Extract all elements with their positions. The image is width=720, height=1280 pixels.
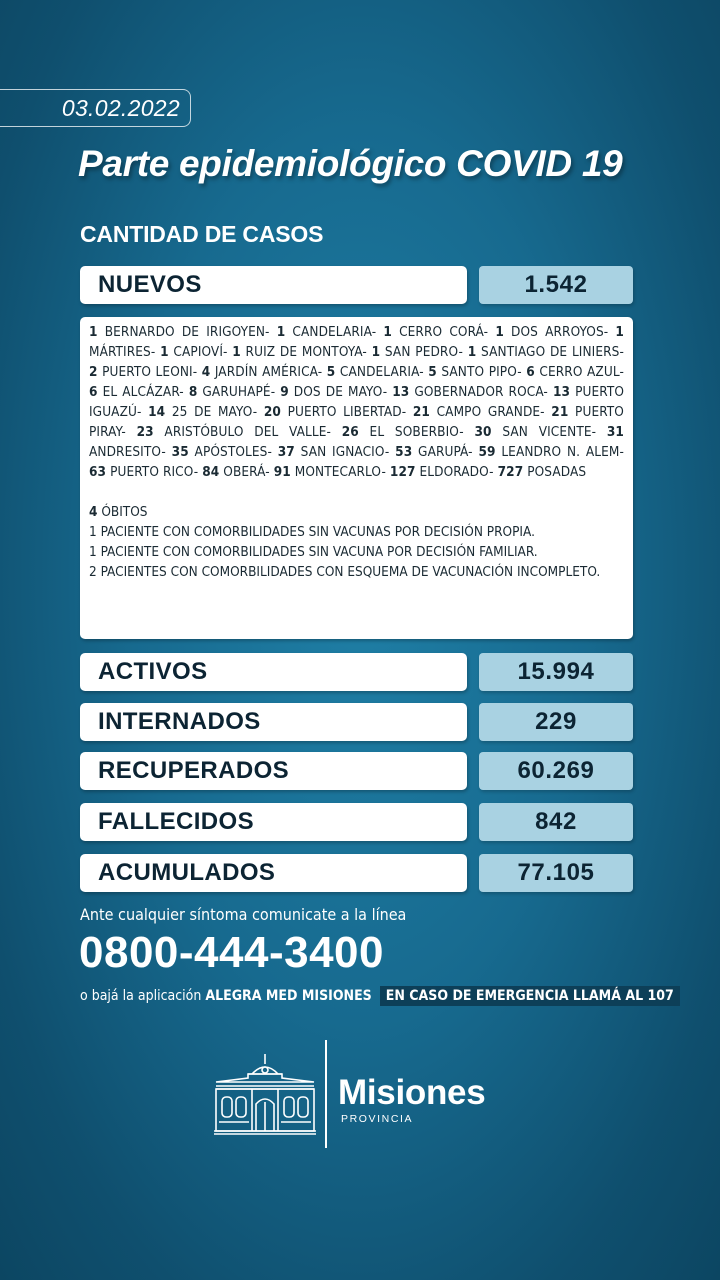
locality-case: [478, 444, 624, 460]
locality-name: GOBERNADOR ROCA-: [409, 384, 548, 400]
cases-details-box: [80, 317, 633, 639]
locality-case-count: 37: [277, 444, 295, 460]
locality-case: [202, 464, 270, 480]
locality-case-count: 6: [526, 364, 535, 380]
activos-value: 15.994: [517, 658, 595, 685]
logo-divider: [325, 1040, 327, 1148]
locality-name: ANDRESITO-: [89, 444, 166, 460]
locality-case: [189, 384, 275, 400]
locality-case: [160, 344, 227, 360]
locality-case-count: 21: [551, 404, 569, 420]
locality-name: EL ALCÁZAR-: [97, 384, 184, 400]
stat-label-box: [80, 854, 467, 892]
locality-name: 25 DE MAYO-: [165, 404, 258, 420]
locality-case-count: 5: [326, 364, 336, 380]
cases-by-locality: [89, 322, 624, 482]
locality-case-count: 1: [383, 324, 392, 340]
locality-name: CANDELARIA-: [335, 364, 424, 380]
locality-name: APÓSTOLES-: [188, 444, 272, 460]
locality-case-count: 1: [615, 324, 624, 340]
deaths-header: [89, 502, 624, 522]
locality-name: EL SOBERBIO-: [358, 424, 464, 440]
locality-name: CERRO AZUL-: [534, 364, 624, 380]
locality-case-count: 8: [188, 384, 198, 400]
deaths-count: 4: [89, 504, 98, 520]
stat-value-box: [479, 854, 633, 892]
locality-case: [392, 384, 548, 400]
locality-case: [89, 324, 270, 340]
locality-case-count: 31: [606, 424, 624, 440]
locality-case: [148, 404, 257, 420]
locality-case: [89, 464, 198, 480]
locality-name: CAMPO GRANDE-: [429, 404, 545, 420]
locality-case-count: 26: [341, 424, 359, 440]
internados-value: 229: [535, 708, 577, 735]
page-title: Parte epidemiológico COVID 19: [78, 143, 623, 184]
locality-case: [395, 444, 472, 460]
locality-name: DOS ARROYOS-: [503, 324, 609, 340]
death-line: 2 PACIENTES CON COMORBILIDADES CON ESQUEMA DE VACUNACIÓN INCOMPLETO.: [89, 564, 601, 580]
internados-label: INTERNADOS: [98, 708, 261, 735]
stat-label-box: [80, 803, 467, 841]
app-prefix: o bajá la aplicación: [80, 988, 202, 1004]
section-title: CANTIDAD DE CASOS: [80, 221, 324, 247]
locality-name: GARUHAPÉ-: [197, 384, 276, 400]
locality-case: [264, 404, 406, 420]
locality-name: PUERTO PIRAY-: [89, 404, 624, 440]
locality-name: DOS DE MAYO-: [288, 384, 388, 400]
activos-label: ACTIVOS: [98, 658, 208, 685]
locality-name: SANTO PIPO-: [436, 364, 522, 380]
locality-case: [526, 364, 624, 380]
locality-case: [390, 464, 494, 480]
stat-value-box: [479, 653, 633, 691]
recuperados-value: 60.269: [517, 757, 595, 784]
locality-case: [413, 404, 545, 420]
locality-case: [342, 424, 464, 440]
locality-name: CANDELARIA-: [285, 324, 377, 340]
locality-case: [89, 384, 184, 400]
locality-name: PUERTO LIBERTAD-: [280, 404, 407, 420]
locality-case-count: 63: [89, 464, 107, 480]
locality-case: [277, 324, 377, 340]
locality-name: OBERÁ-: [219, 464, 270, 480]
locality-case-count: 35: [171, 444, 189, 460]
locality-case: [274, 464, 386, 480]
locality-case-count: 14: [148, 404, 166, 420]
locality-name: SAN IGNACIO-: [294, 444, 390, 460]
stat-value-box: [479, 703, 633, 741]
locality-case: [428, 364, 522, 380]
locality-case-count: 1: [371, 344, 381, 360]
logo-subtitle: PROVINCIA: [341, 1113, 414, 1125]
stat-label-box: [80, 752, 467, 790]
locality-case-count: 4: [201, 364, 211, 380]
emergency-badge: EN CASO DE EMERGENCIA LLAMÁ AL 107: [380, 986, 680, 1006]
locality-case: [327, 364, 424, 380]
locality-case: [280, 384, 387, 400]
locality-case-count: 6: [89, 384, 98, 400]
locality-name: PUERTO LEONI-: [97, 364, 198, 380]
locality-case: [495, 324, 608, 340]
locality-case-count: 13: [392, 384, 410, 400]
locality-case: [202, 364, 323, 380]
locality-case-count: 2: [89, 364, 98, 380]
deaths-section: [89, 502, 624, 582]
locality-name: PUERTO IGUAZÚ-: [89, 384, 624, 420]
locality-name: CERRO CORÁ-: [391, 324, 489, 340]
locality-case-count: 53: [395, 444, 413, 460]
nuevos-label: NUEVOS: [98, 271, 202, 298]
fallecidos-value: 842: [535, 808, 577, 835]
locality-name: ARISTÓBULO DEL VALLE-: [153, 424, 331, 440]
stat-label-box: [80, 703, 467, 741]
locality-name: MÁRTIRES-: [89, 344, 156, 360]
locality-case-count: 9: [280, 384, 289, 400]
locality-name: RUIZ DE MONTOYA-: [240, 344, 367, 360]
stat-value-box: [479, 752, 633, 790]
logo-name: Misiones: [338, 1073, 486, 1112]
acumulados-value: 77.105: [517, 859, 595, 886]
acumulados-label: ACUMULADOS: [98, 859, 276, 886]
stat-label-box: [80, 653, 467, 691]
locality-case: [172, 444, 272, 460]
locality-case: [475, 424, 597, 440]
report-date: 03.02.2022: [61, 95, 180, 121]
locality-case: [232, 344, 367, 360]
death-line: 1 PACIENTE CON COMORBILIDADES SIN VACUNA POR DECISIÓN FAMILIAR.: [89, 544, 538, 560]
stat-value-box: [479, 803, 633, 841]
symptom-message: Ante cualquier síntoma comunicate a la línea: [80, 905, 407, 924]
date-box: [0, 89, 191, 127]
locality-case-count: 5: [428, 364, 437, 380]
app-name: ALEGRA MED MISIONES: [205, 988, 372, 1004]
app-message: [80, 986, 680, 1006]
locality-case-count: 1: [160, 344, 169, 360]
locality-case: [498, 464, 587, 480]
locality-case-count: 1: [467, 344, 477, 360]
locality-name: LEANDRO N. ALEM-: [495, 444, 624, 460]
locality-name: PUERTO RICO-: [106, 464, 199, 480]
deaths-label: ÓBITOS: [101, 504, 148, 520]
locality-case-count: 20: [263, 404, 281, 420]
locality-case-count: 21: [412, 404, 430, 420]
locality-case-count: 727: [497, 464, 524, 480]
locality-case-count: 1: [89, 324, 98, 340]
locality-case-count: 30: [474, 424, 492, 440]
locality-name: POSADAS: [523, 464, 587, 480]
locality-case: [372, 344, 463, 360]
locality-case-count: 23: [136, 424, 154, 440]
locality-name: GARUPÁ-: [412, 444, 473, 460]
locality-case: [468, 344, 624, 360]
locality-name: BERNARDO DE IRIGOYEN-: [97, 324, 270, 340]
locality-name: SAN PEDRO-: [380, 344, 463, 360]
locality-case-count: 13: [552, 384, 571, 400]
locality-case: [278, 444, 390, 460]
locality-case-count: 1: [232, 344, 241, 360]
nuevos-label-box: [80, 266, 467, 304]
locality-case: [137, 424, 331, 440]
locality-case-count: 84: [202, 464, 220, 480]
nuevos-value-box: [479, 266, 633, 304]
locality-name: ELDORADO-: [415, 464, 494, 480]
recuperados-label: RECUPERADOS: [98, 757, 290, 784]
locality-name: CAPIOVÍ-: [168, 344, 228, 360]
nuevos-value: 1.542: [524, 271, 588, 298]
locality-case-count: 1: [495, 324, 504, 340]
locality-name: SAN VICENTE-: [491, 424, 597, 440]
locality-case-count: 1: [276, 324, 286, 340]
locality-case: [89, 364, 197, 380]
death-line: 1 PACIENTE CON COMORBILIDADES SIN VACUNAS POR DECISIÓN PROPIA.: [89, 524, 535, 540]
locality-name: JARDÍN AMÉRICA-: [210, 364, 323, 380]
locality-name: SANTIAGO DE LINIERS-: [476, 344, 624, 360]
locality-case-count: 59: [478, 444, 496, 460]
government-building-icon: [212, 1052, 318, 1136]
locality-case: [383, 324, 488, 340]
hotline-phone[interactable]: 0800-444-3400: [79, 928, 384, 977]
locality-case-count: 91: [273, 464, 291, 480]
locality-name: MONTECARLO-: [290, 464, 386, 480]
fallecidos-label: FALLECIDOS: [98, 808, 255, 835]
locality-case-count: 127: [389, 464, 416, 480]
